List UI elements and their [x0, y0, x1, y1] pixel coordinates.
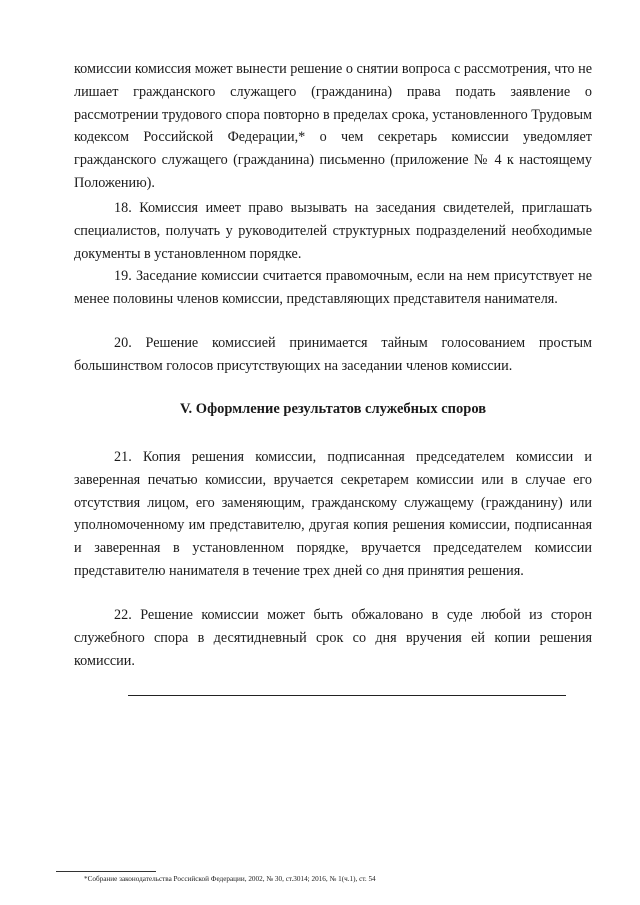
paragraph-17-continuation: комиссии комиссия может вынести решение о снятии вопроса с рассмотрения, что не лишает гражданского служащего (гражданина) права подать заявление о рассмотрении трудового спора повторно в пределах срока, установленного Трудовым кодексом Российской Федерации,* о чем секретарь комиссии уведомляет гражданского служащего (гражданина) письменно (приложение № 4 к настоящему Положению). — [74, 61, 592, 191]
footnote-separator — [56, 871, 156, 872]
paragraph-18: 18. Комиссия имеет право вызывать на заседания свидетелей, приглашать специалистов, получать у руководителей структурных подразделений необходимые документы в установленном порядке. — [74, 200, 592, 262]
paragraph-19: 19. Заседание комиссии считается правомочным, если на нем присутствует не менее половины членов комиссии, представляющих представителя нанимателя. — [74, 268, 592, 307]
end-of-text-rule — [128, 695, 566, 696]
paragraph-20: 20. Решение комиссией принимается тайным голосованием простым большинством голосов присутствующих на заседании членов комиссии. — [74, 335, 592, 374]
paragraph-21: 21. Копия решения комиссии, подписанная председателем комиссии и заверенная печатью комиссии, вручается секретарем комиссии или в случае его отсутствия лицом, его заменяющим, гражданскому служащему (гражданину) или уполномоченному им представителю, другая копия решения комиссии, подписанная и заверенная в установленном порядке, вручается председателем комиссии представителю нанимателя в течение трех дней со дня принятия решения. — [74, 449, 592, 579]
section-heading: V. Оформление результатов служебных споров — [179, 401, 487, 417]
paragraph-22: 22. Решение комиссии может быть обжаловано в суде любой из сторон служебного спора в десятидневный срок со дня вручения ей копии решения комиссии. — [74, 607, 592, 669]
footnote: *Собрание законодательства Российской Федерации, 2002, № 30, ст.3014; 2016, № 1(ч.1), ст. 54 — [84, 875, 376, 883]
